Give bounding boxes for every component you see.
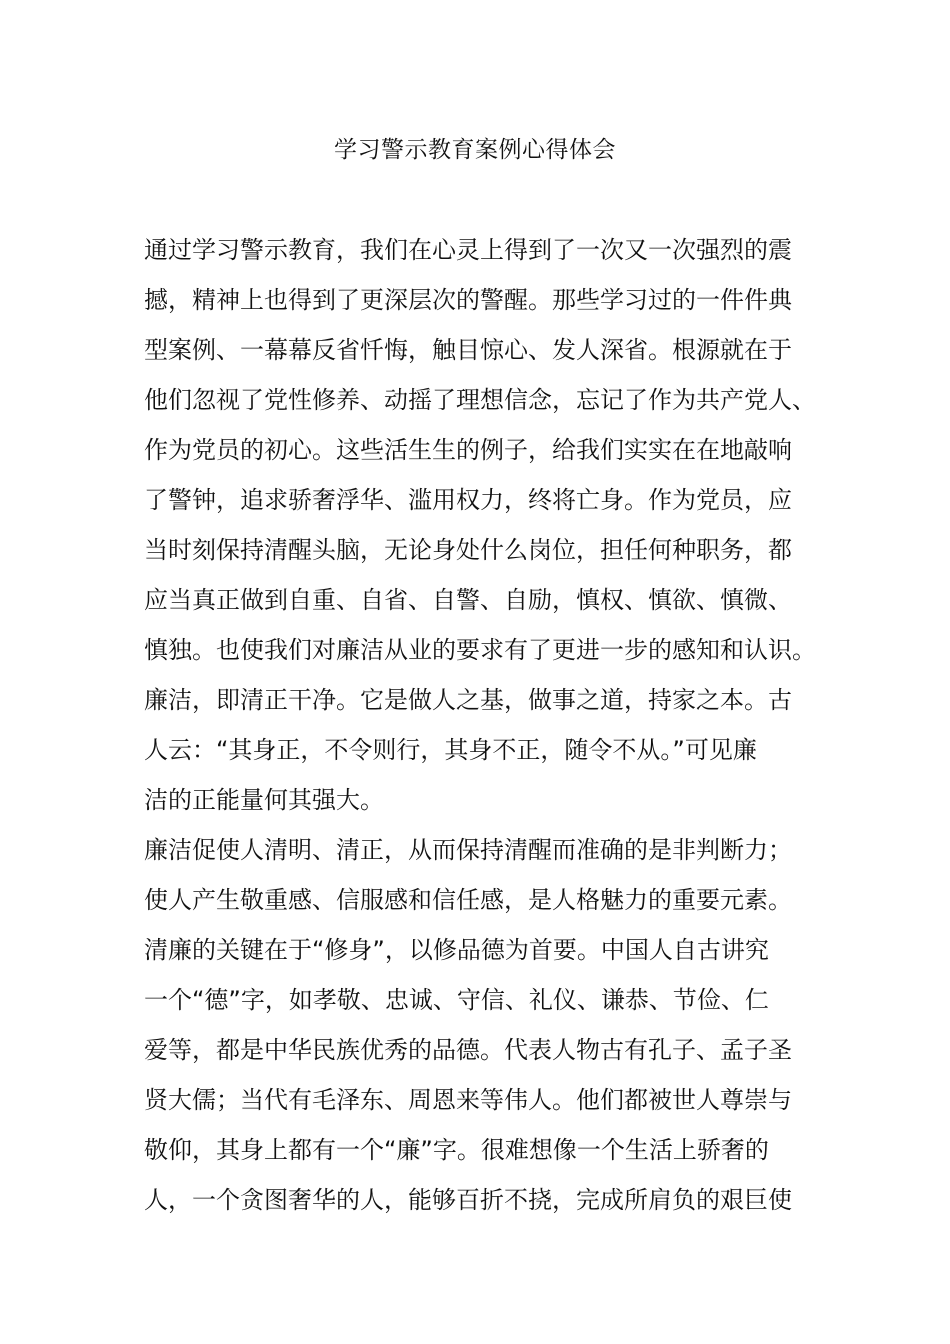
document-body	[144, 232, 816, 1232]
body-line: 他们忽视了党性修养、动摇了理想信念，忘记了作为共产党人、	[144, 386, 816, 414]
body-line: 当时刻保持清醒头脑，无论身处什么岗位，担任何种职务，都	[144, 536, 792, 564]
body-line: 廉洁，即清正干净。它是做人之基，做事之道，持家之本。古	[144, 686, 792, 714]
body-line: 洁的正能量何其强大。	[144, 786, 384, 814]
body-line: 慎独。也使我们对廉洁从业的要求有了更进一步的感知和认识。	[144, 636, 816, 664]
body-line: 应当真正做到自重、自省、自警、自励，慎权、慎欲、慎微、	[144, 586, 792, 614]
body-line: 敬仰，其身上都有一个“廉”字。很难想像一个生活上骄奢的	[144, 1136, 769, 1164]
body-line: 撼，精神上也得到了更深层次的警醒。那些学习过的一件件典	[144, 286, 792, 314]
body-line: 了警钟，追求骄奢浮华、滥用权力，终将亡身。作为党员，应	[144, 486, 792, 514]
body-line: 人，一个贪图奢华的人，能够百折不挠，完成所肩负的艰巨使	[144, 1186, 792, 1214]
body-line: 一个“德”字，如孝敬、忠诚、守信、礼仪、谦恭、节俭、仁	[144, 986, 769, 1014]
document-title: 学习警示教育案例心得体会	[334, 137, 616, 163]
body-line: 使人产生敬重感、信服感和信任感，是人格魅力的重要元素。	[144, 886, 792, 914]
body-line: 清廉的关键在于“修身”，以修品德为首要。中国人自古讲究	[144, 936, 769, 964]
body-line: 型案例、一幕幕反省忏悔，触目惊心、发人深省。根源就在于	[144, 336, 792, 364]
body-line: 人云：“其身正，不令则行，其身不正，随令不从。”可见廉	[144, 736, 757, 764]
body-line: 作为党员的初心。这些活生生的例子，给我们实实在在地敲响	[144, 436, 792, 464]
body-line: 廉洁促使人清明、清正，从而保持清醒而准确的是非判断力；	[144, 836, 792, 864]
body-line: 贤大儒；当代有毛泽东、周恩来等伟人。他们都被世人尊崇与	[144, 1086, 792, 1114]
body-line: 通过学习警示教育，我们在心灵上得到了一次又一次强烈的震	[144, 236, 792, 264]
body-line: 爱等，都是中华民族优秀的品德。代表人物古有孔子、孟子圣	[144, 1036, 792, 1064]
